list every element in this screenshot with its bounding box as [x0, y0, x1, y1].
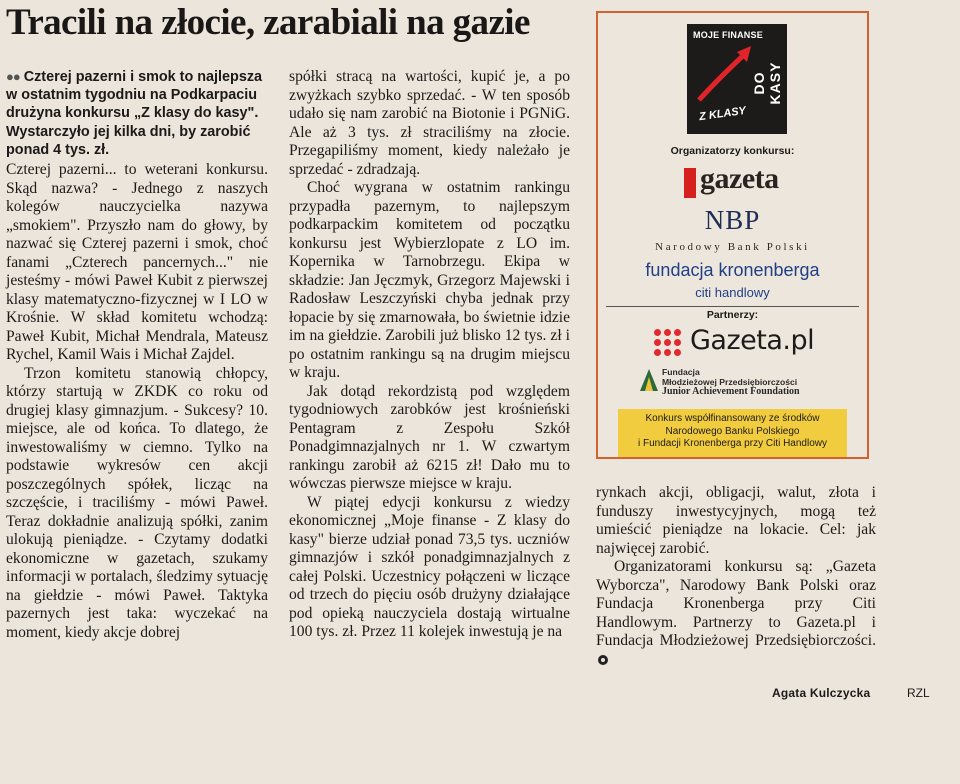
paragraph: Czterej pazerni... to weterani konkursu. Skąd nazwa? - Jednego z naszych kolegów nauczycielka nazywa „smokiem". Przyszło nam do głowy, by nazwać się Czterej pazerni i smok, choć fanami „Czterech pancernych..." nie jesteśmy - mówi Paweł Kubit z pierwszej klasy matematyczno-fizycznej w I LO w Krośnie. W skład komitetu wchodzą: Paweł Kubit, Michał Mendrala, Mateusz Rychel, Kamil Wais i Michał Zajdel.	[6, 161, 268, 364]
paragraph: W piątej edycji konkursu z wiedzy ekonomicznej „Moje finanse - Z klasy do kasy" bierze udział ponad 73,5 tys. uczniów gimnazjów i szkół ponadgimnazjalnych z całej Polski. Uczestnicy połączeni w liczące od trzech do pięciu osób drużyny działające pod opieką nauczyciela dostają wirtualne 100 tys. zł. Przez 11 kolejek inwestują je na	[289, 493, 570, 640]
cofund-line: Konkurs współfinansowany ze środków	[645, 413, 820, 424]
cofund-line: i Fundacji Kronenberga przy Citi Handlowy	[638, 438, 827, 449]
organizers-heading: Organizatorzy konkursu:	[670, 145, 795, 157]
paragraph	[596, 558, 876, 669]
cofunding-note	[618, 409, 847, 457]
ja-line: Junior Achievement Foundation	[662, 386, 800, 397]
end-mark-icon	[598, 655, 608, 665]
citi-logo: citi handlowy	[695, 285, 770, 300]
sponsor-box	[596, 11, 869, 459]
nbp-logo: NBP	[704, 205, 761, 235]
gazetapl-logo-text: Gazeta.pl	[690, 325, 815, 356]
ja-line: Fundacja	[662, 367, 700, 377]
junior-achievement-logo	[640, 367, 860, 403]
partners-heading: Partnerzy:	[706, 309, 759, 321]
junior-achievement-text	[662, 367, 800, 397]
article-column-2	[289, 68, 570, 642]
paragraph: rynkach akcji, obligacji, walut, złota i funduszy inwestycyjnych, mogą też umieścić pieniądze na lokacie. Cel: jak najwięcej zarobić.	[596, 484, 876, 557]
article-headline: Tracili na złocie, zarabiali na gazie	[6, 2, 530, 43]
lead-text: Czterej pazerni i smok to najlepsza w ostatnim tygodniu na Podkarpaciu drużyna konkursu „Z klasy do kasy". Wystarczyło jej kilka dni, by zarobić ponad 4 tys. zł.	[6, 69, 263, 158]
article-lead	[6, 68, 268, 159]
paragraph: Choć wygrana w ostatnim rankingu przypadła pazernym, to najlepszym podkarpackim komitetem od początku konkursu jest Wybierzlopate z LO im. Kopernika w Tarnobrzegu. Ekipa w składzie: Jan Jęczmyk, Grzegorz Majewski i Radosław Leszczyński chyba jednak przy łopacie by się zmarnowała, bo świetnie idzie im na giełdzie. Zarobili już blisko 12 tys. zł i po ostatnim rankingu są na drugim miejscu w kraju.	[289, 179, 570, 381]
paragraph: spółki stracą na wartości, kupić je, a po zwyżkach szybko sprzedać. - W ten sposób udało się nam zarobić na Biotonie i PGNiG. Ale aż 3 tys. zł straciliśmy na złocie. Przegapiliśmy moment, kiedy należało je sprzedać - zdradzają.	[289, 68, 570, 178]
divider	[606, 306, 859, 307]
byline: Agata Kulczycka	[772, 686, 871, 700]
logo-bottom-text: Z KLASY	[698, 104, 747, 124]
cofund-line: Narodowego Banku Polskiego	[665, 425, 800, 437]
logo-top-text: MOJE FINANSE	[693, 30, 763, 40]
paragraph-text: Organizatorami konkursu są: „Gazeta Wyborcza", Narodowy Bank Polski oraz Fundacja Kronenberga przy Citi Handlowym. Partnerzy to Gazeta.pl i Fundacja Młodzieżowej Przedsiębiorczości.	[596, 558, 876, 649]
agency-tag: RZL	[907, 686, 930, 700]
paragraph: Jak dotąd rekordzistą pod względem tygodniowych zarobków jest krośnieński Pentagram z Zespołu Szkół Ponadgimnazjalnych nr 1. W czwartym rankingu zarobił aż 6215 zł! Dało mu to wówczas pierwsze miejsce w kraju.	[289, 382, 570, 492]
logo-side-text: DO KASY	[751, 61, 783, 105]
lead-marker: ●●	[6, 69, 20, 84]
gazeta-red-mark	[684, 168, 696, 198]
article-column-3	[596, 484, 876, 669]
nbp-name: Narodowy Bank Polski	[655, 241, 810, 253]
ja-line: Młodzieżowej Przedsiębiorczości	[662, 377, 798, 387]
gazetapl-logo	[654, 325, 854, 365]
arrow-icon	[693, 40, 759, 106]
gazeta-logo-text: gazeta	[700, 162, 779, 195]
triangle-icon	[640, 369, 658, 391]
contest-logo	[687, 24, 787, 134]
dots-icon	[654, 329, 684, 359]
paragraph: Trzon komitetu stanowią chłopcy, którzy startują w ZKDK co roku od drugiej klasy gimnazjum. - Sukcesy? 10. miejsce, ale od końca. To dlatego, że inwestowaliśmy w ciemno. Tylko na podstawie wykresów cen akcji poszczególnych spółek, licząc na szczęście, i traciliśmy - mówi Paweł. Teraz dokładnie analizują spółki, zanim ulokują pieniądze. - Czytamy dodatki ekonomiczne w gazetach, szukamy informacji w portalach, śledzimy sytuację na giełdzie - mówi Paweł. Taktyka pazernych jest taka: wyczekać na moment, kiedy akcje dobrej	[6, 364, 268, 641]
kronenberg-logo: fundacja kronenberga	[645, 260, 820, 280]
article-column-1	[6, 68, 268, 642]
